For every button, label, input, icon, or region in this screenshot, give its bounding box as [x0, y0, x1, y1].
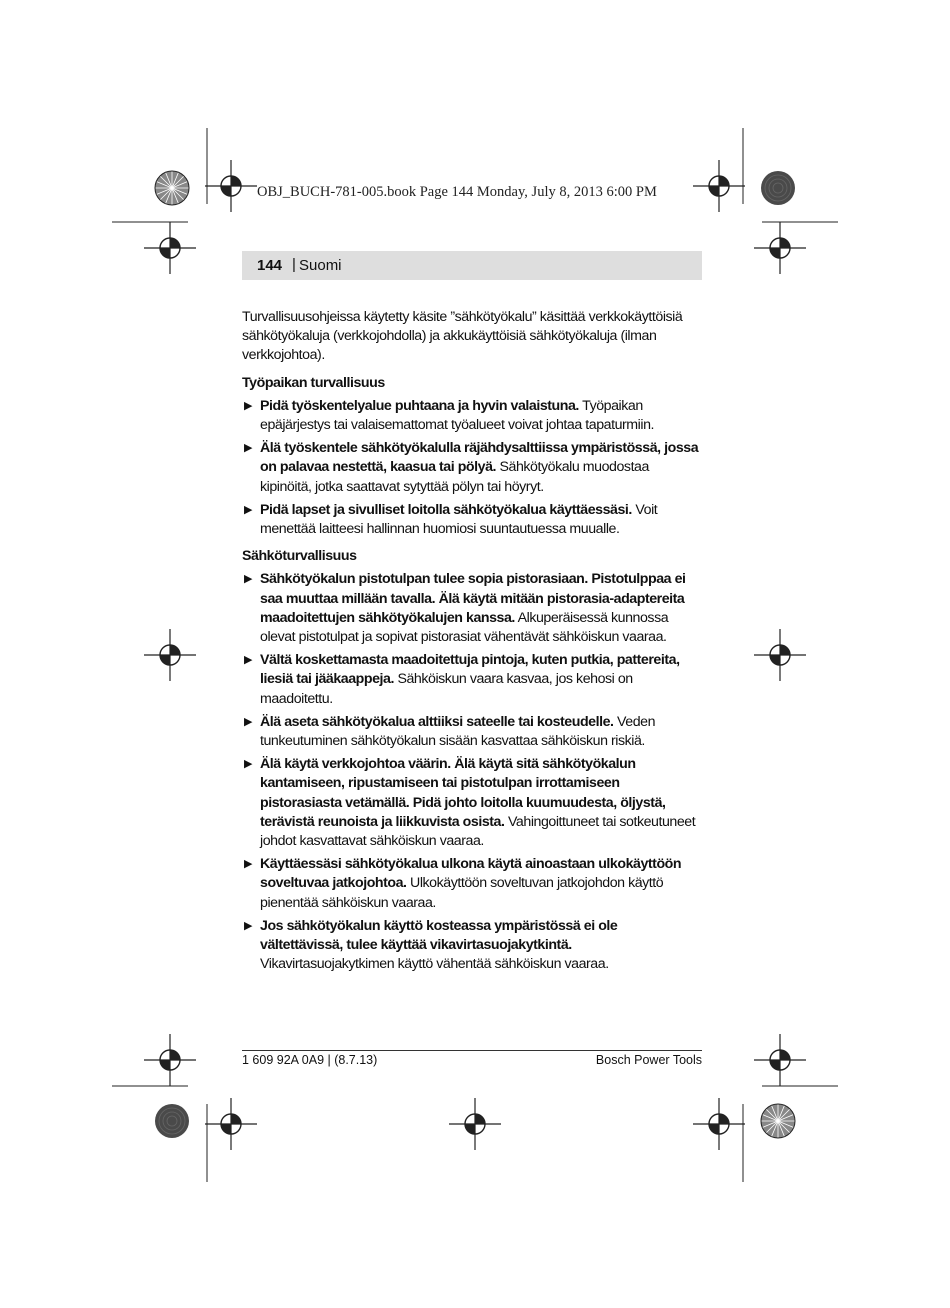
list-item: ▶ Jos sähkötyökalun käyttö kosteassa ympäristössä ei ole vältettävissä, tulee käyttää vikavirtasuojakytkintä. Vikavirtasuojakytkimen käyttö vähentää sähköiskun vaaraa. [244, 917, 618, 973]
list-item: ▶ Älä käytä verkkojohtoa väärin. Älä käytä sitä sähkötyökalun kantamiseen, ripustamiseen tai pistotulpan irrottamiseen pistorasiasta vetämällä. Pidä johto loitolla kuumuudesta, öljystä, terävistä reunoista ja liikkuvista osista. Vahingoittuneet tai sotkeutuneet johdot kasvattavat sähköiskun vaaraa. [244, 756, 696, 850]
triangle-right-icon: ▶ [244, 654, 253, 667]
list-item: ▶ Pidä työskentelyalue puhtaana ja hyvin valaistuna. Työpaikan epäjärjestys tai valaisemattomat työalueet voivat johtaa tapaturmiin. [244, 397, 655, 434]
header-language: Suomi [299, 257, 342, 274]
list-item: ▶ Sähkötyökalun pistotulpan tulee sopia pistorasiaan. Pistotulppaa ei saa muuttaa millään tavalla. Älä käytä mitään pistorasia-adaptereita maadoitettujen sähkötyökalujen kanssa. Alkuperäisessä kunnossa olevat pistotulpat ja sopivat pistorasiat vähentävät sähköiskun vaaraa. [244, 571, 686, 646]
list-item: ▶ Älä aseta sähkötyökalua alttiiksi sateelle tai kosteudelle. Veden tunkeutuminen sähkötyökalun sisään kasvattaa sähköiskun riskiä. [244, 713, 656, 750]
section-heading: Sähköturvallisuus [242, 548, 357, 565]
triangle-right-icon: ▶ [244, 919, 253, 932]
triangle-right-icon: ▶ [244, 858, 253, 871]
triangle-right-icon: ▶ [244, 399, 253, 412]
triangle-right-icon: ▶ [244, 715, 253, 728]
footer-rule [242, 1050, 702, 1051]
section-workplace-safety [242, 374, 702, 540]
section-electrical-safety [242, 547, 702, 974]
page-number: 144 [257, 257, 283, 274]
list-item: ▶ Pidä lapset ja sivulliset loitolla sähkötyökalua käyttäessäsi. Voit menettää laitteesi hallinnan huomiosi suuntautuessa muualle. [244, 501, 658, 538]
triangle-right-icon: ▶ [244, 442, 253, 455]
list-item: ▶ Vältä koskettamasta maadoitettuja pintoja, kuten putkia, pattereita, liesiä tai jääkaappeja. Sähköiskun vaara kasvaa, jos kehosi on maadoitettu. [244, 652, 680, 707]
slug-line: OBJ_BUCH-781-005.book Page 144 Monday, July 8, 2013 6:00 PM [257, 184, 657, 200]
triangle-right-icon: ▶ [244, 758, 253, 771]
footer-brand: Bosch Power Tools [595, 1053, 702, 1067]
list-item: ▶ Älä työskentele sähkötyökalulla räjähdysalttiissa ympäristössä, jossa on palavaa nestettä, kaasua tai pölyä. Sähkötyökalu muodostaa kipinöitä, jotka saattavat sytyttää pölyn tai höyryt. [244, 440, 699, 495]
intro-paragraph: Turvallisuusohjeissa käytetty käsite ”sähkötyökalu” käsittää verkkokäyttöisiä sähkötyökaluja (verkkojohdolla) ja akkukäyttöisiä sähkötyökaluja (ilman verkkojohtoa). [242, 309, 683, 364]
triangle-right-icon: ▶ [244, 503, 253, 516]
page-content [242, 308, 702, 979]
header-separator: | [292, 256, 296, 273]
section-heading: Työpaikan turvallisuus [242, 374, 385, 391]
footer-doc-code: 1 609 92A 0A9 | (8.7.13) [242, 1053, 378, 1067]
page-header [242, 251, 702, 280]
list-item: ▶ Käyttäessäsi sähkötyökalua ulkona käytä ainoastaan ulkokäyttöön soveltuvaa jatkojohtoa. Ulkokäyttöön soveltuvan jatkojohdon käyttö pienentää sähköiskun vaaraa. [244, 856, 682, 911]
triangle-right-icon: ▶ [244, 573, 253, 586]
